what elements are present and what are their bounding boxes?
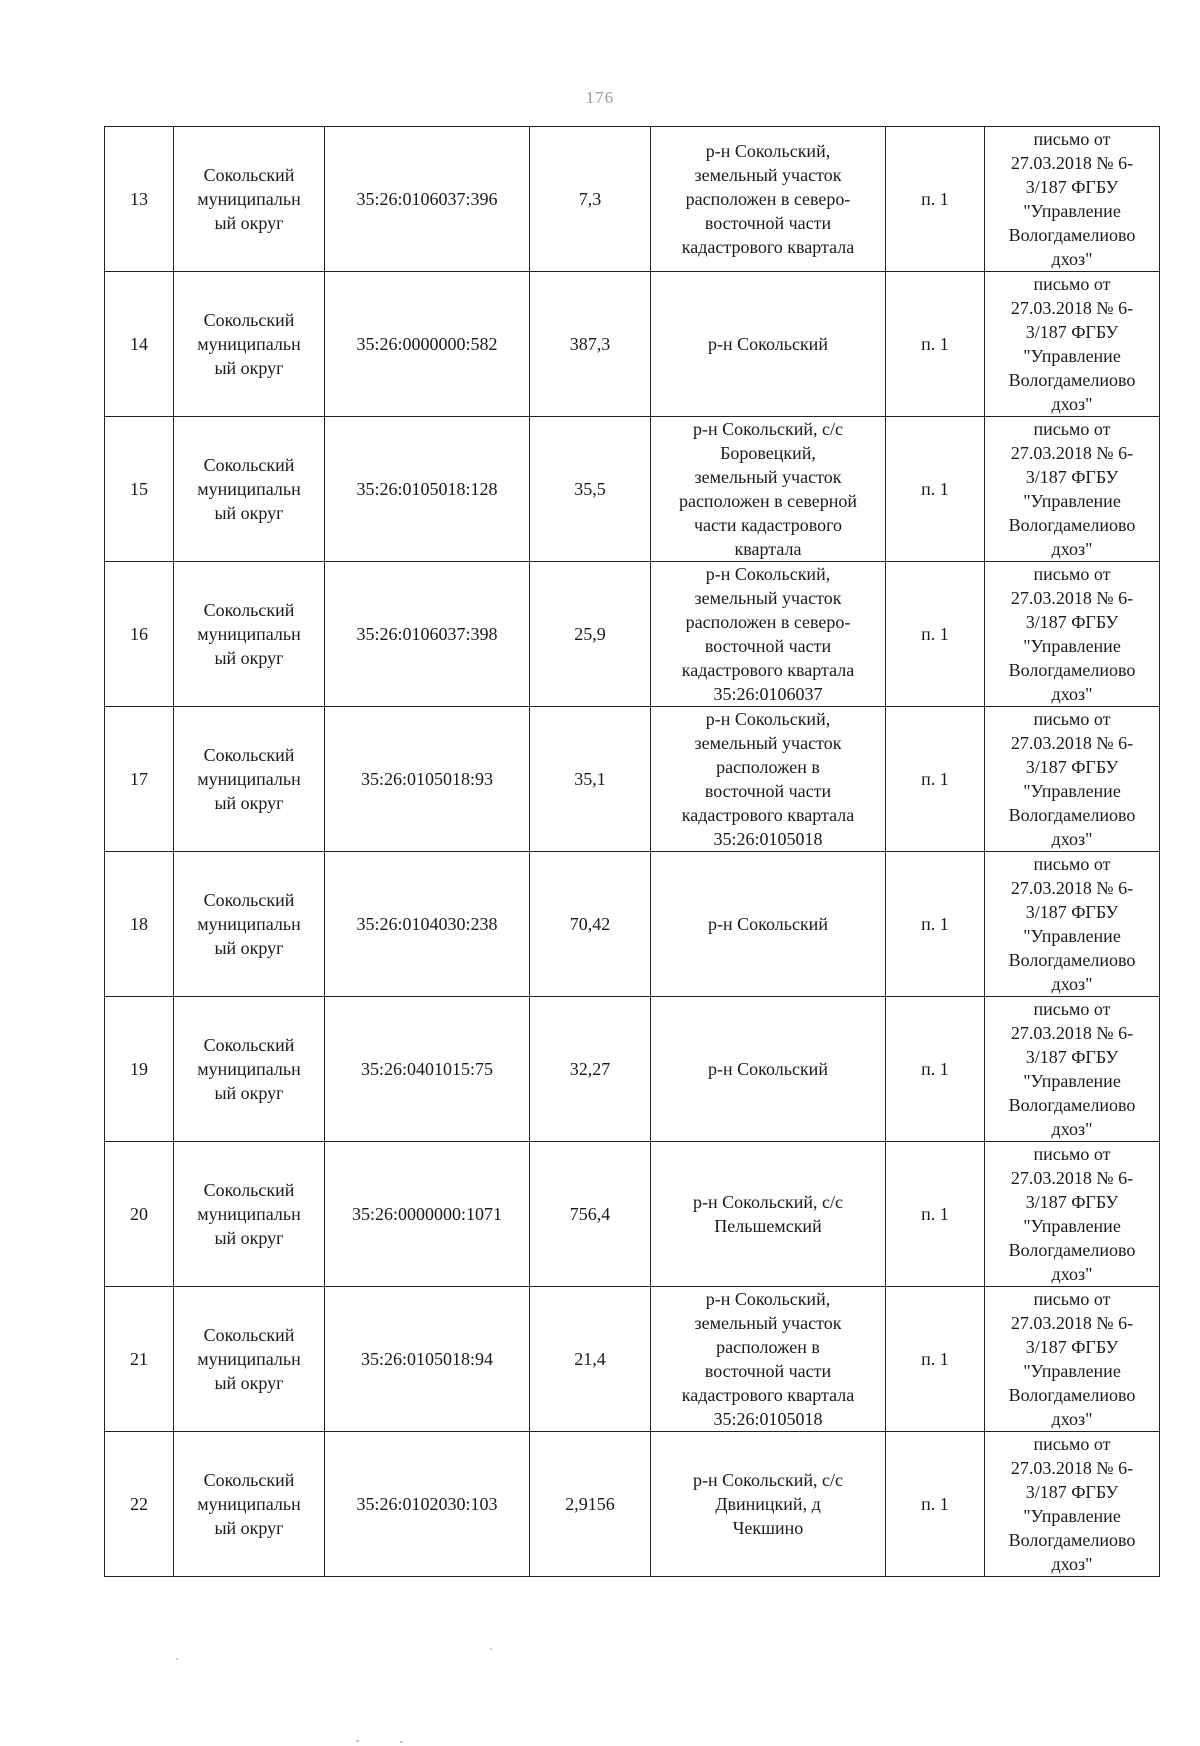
point-cell: п. 1 xyxy=(886,707,985,852)
basis-cell: письмо от 27.03.2018 № 6- 3/187 ФГБУ "Управление Вологдамелиово дхоз" xyxy=(985,417,1160,562)
row-number-cell: 22 xyxy=(105,1432,174,1577)
row-number-cell: 14 xyxy=(105,272,174,417)
cadastral-number-cell: 35:26:0102030:103 xyxy=(325,1432,530,1577)
point-cell: п. 1 xyxy=(886,1432,985,1577)
row-number-cell: 13 xyxy=(105,127,174,272)
row-number-cell: 21 xyxy=(105,1287,174,1432)
district-cell: Сокольский муниципальн ый округ xyxy=(174,1142,325,1287)
table-row xyxy=(105,127,1160,272)
address-cell: р-н Сокольский, земельный участок расположен в восточной части кадастрового квартала 35:26:0105018 xyxy=(651,1287,886,1432)
page-number: 176 xyxy=(585,88,615,107)
cadastral-number-cell: 35:26:0106037:398 xyxy=(325,562,530,707)
point-cell: п. 1 xyxy=(886,997,985,1142)
table-row xyxy=(105,1432,1160,1577)
basis-cell: письмо от 27.03.2018 № 6- 3/187 ФГБУ "Управление Вологдамелиово дхоз" xyxy=(985,562,1160,707)
table-row xyxy=(105,1287,1160,1432)
point-cell: п. 1 xyxy=(886,562,985,707)
basis-cell: письмо от 27.03.2018 № 6- 3/187 ФГБУ "Управление Вологдамелиово дхоз" xyxy=(985,1142,1160,1287)
basis-cell: письмо от 27.03.2018 № 6- 3/187 ФГБУ "Управление Вологдамелиово дхоз" xyxy=(985,1432,1160,1577)
table-body xyxy=(105,127,1160,1577)
basis-cell: письмо от 27.03.2018 № 6- 3/187 ФГБУ "Управление Вологдамелиово дхоз" xyxy=(985,707,1160,852)
address-cell: р-н Сокольский, с/с Пельшемский xyxy=(651,1142,886,1287)
area-cell: 387,3 xyxy=(530,272,651,417)
district-cell: Сокольский муниципальн ый округ xyxy=(174,417,325,562)
table-row xyxy=(105,417,1160,562)
address-cell: р-н Сокольский xyxy=(651,272,886,417)
scan-speck xyxy=(400,1741,403,1743)
cadastral-number-cell: 35:26:0106037:396 xyxy=(325,127,530,272)
district-cell: Сокольский муниципальн ый округ xyxy=(174,1287,325,1432)
basis-cell: письмо от 27.03.2018 № 6- 3/187 ФГБУ "Управление Вологдамелиово дхоз" xyxy=(985,852,1160,997)
basis-cell: письмо от 27.03.2018 № 6- 3/187 ФГБУ "Управление Вологдамелиово дхоз" xyxy=(985,127,1160,272)
area-cell: 32,27 xyxy=(530,997,651,1142)
table-row xyxy=(105,1142,1160,1287)
table-row xyxy=(105,272,1160,417)
point-cell: п. 1 xyxy=(886,417,985,562)
point-cell: п. 1 xyxy=(886,852,985,997)
land-plots-table xyxy=(104,126,1160,1577)
basis-cell: письмо от 27.03.2018 № 6- 3/187 ФГБУ "Управление Вологдамелиово дхоз" xyxy=(985,997,1160,1142)
point-cell: п. 1 xyxy=(886,272,985,417)
area-cell: 25,9 xyxy=(530,562,651,707)
scan-speck xyxy=(176,1658,178,1660)
table-row xyxy=(105,852,1160,997)
cadastral-number-cell: 35:26:0105018:128 xyxy=(325,417,530,562)
basis-cell: письмо от 27.03.2018 № 6- 3/187 ФГБУ "Управление Вологдамелиово дхоз" xyxy=(985,1287,1160,1432)
address-cell: р-н Сокольский, с/с Боровецкий, земельный участок расположен в северной части кадастрового квартала xyxy=(651,417,886,562)
row-number-cell: 18 xyxy=(105,852,174,997)
cadastral-number-cell: 35:26:0401015:75 xyxy=(325,997,530,1142)
cadastral-number-cell: 35:26:0105018:93 xyxy=(325,707,530,852)
cadastral-number-cell: 35:26:0104030:238 xyxy=(325,852,530,997)
row-number-cell: 19 xyxy=(105,997,174,1142)
area-cell: 756,4 xyxy=(530,1142,651,1287)
row-number-cell: 20 xyxy=(105,1142,174,1287)
point-cell: п. 1 xyxy=(886,1142,985,1287)
row-number-cell: 15 xyxy=(105,417,174,562)
district-cell: Сокольский муниципальн ый округ xyxy=(174,707,325,852)
address-cell: р-н Сокольский, земельный участок расположен в северо- восточной части кадастрового квартала xyxy=(651,127,886,272)
table-row xyxy=(105,997,1160,1142)
row-number-cell: 16 xyxy=(105,562,174,707)
district-cell: Сокольский муниципальн ый округ xyxy=(174,1432,325,1577)
area-cell: 21,4 xyxy=(530,1287,651,1432)
address-cell: р-н Сокольский, земельный участок расположен в восточной части кадастрового квартала 35:26:0105018 xyxy=(651,707,886,852)
area-cell: 2,9156 xyxy=(530,1432,651,1577)
row-number-cell: 17 xyxy=(105,707,174,852)
point-cell: п. 1 xyxy=(886,127,985,272)
area-cell: 70,42 xyxy=(530,852,651,997)
district-cell: Сокольский муниципальн ый округ xyxy=(174,127,325,272)
address-cell: р-н Сокольский xyxy=(651,997,886,1142)
cadastral-number-cell: 35:26:0105018:94 xyxy=(325,1287,530,1432)
address-cell: р-н Сокольский, земельный участок расположен в северо- восточной части кадастрового квартала 35:26:0106037 xyxy=(651,562,886,707)
area-cell: 35,5 xyxy=(530,417,651,562)
scan-speck xyxy=(490,1648,492,1650)
table-row xyxy=(105,707,1160,852)
district-cell: Сокольский муниципальн ый округ xyxy=(174,997,325,1142)
address-cell: р-н Сокольский xyxy=(651,852,886,997)
scan-speck xyxy=(356,1740,359,1742)
cadastral-number-cell: 35:26:0000000:1071 xyxy=(325,1142,530,1287)
cadastral-number-cell: 35:26:0000000:582 xyxy=(325,272,530,417)
district-cell: Сокольский муниципальн ый округ xyxy=(174,272,325,417)
area-cell: 7,3 xyxy=(530,127,651,272)
basis-cell: письмо от 27.03.2018 № 6- 3/187 ФГБУ "Управление Вологдамелиово дхоз" xyxy=(985,272,1160,417)
table-row xyxy=(105,562,1160,707)
point-cell: п. 1 xyxy=(886,1287,985,1432)
address-cell: р-н Сокольский, с/с Двиницкий, д Чекшино xyxy=(651,1432,886,1577)
area-cell: 35,1 xyxy=(530,707,651,852)
district-cell: Сокольский муниципальн ый округ xyxy=(174,852,325,997)
district-cell: Сокольский муниципальн ый округ xyxy=(174,562,325,707)
